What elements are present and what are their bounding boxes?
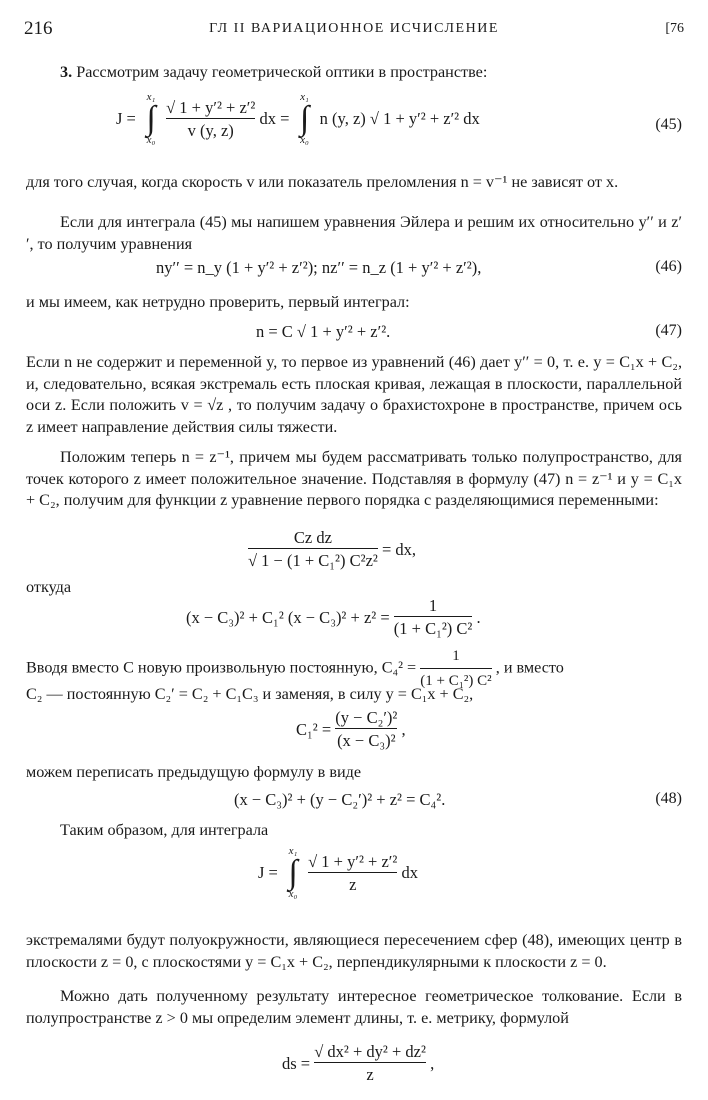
- equation-sphere-prelim: [26, 596, 682, 644]
- eq-b-fraction: [394, 596, 473, 639]
- equation-45: [26, 92, 682, 162]
- eq45-denominator: v (y, z): [166, 118, 255, 141]
- eq48-body: (x − C₃)² + (y − C₂′)² + z² = C₄².: [234, 790, 446, 809]
- paragraph-12: экстремалями будут полуокружности, являющиеся пересечением сфер (48), имеющих центр в плоскости z = 0, с плоскостями y = C₁x + C₂, перпендикулярными к плоскости z = 0.: [26, 931, 682, 971]
- section-number: [76: [665, 21, 684, 36]
- eq-d-denominator: z: [308, 872, 397, 895]
- eq47-body: n = C √ 1 + y′² + z′².: [256, 322, 391, 341]
- paragraph-13: Можно дать полученному результату интересное геометрическое толкование. Если в полупространстве z > 0 мы определим элемент длины, т. е. метрику, формулой: [26, 987, 682, 1027]
- equation-separable: [26, 528, 682, 576]
- paragraph-10: можем переписать предыдущую формулу в виде: [26, 763, 362, 781]
- eq-d-end: dx: [401, 863, 418, 882]
- eq-d-fraction: [308, 852, 397, 895]
- eq-c-denominator: (x − C₃)²: [335, 728, 397, 751]
- eq45-mid: dx =: [259, 109, 290, 128]
- equation-integral-z: [26, 846, 682, 922]
- eq-d-lhs: J =: [258, 863, 278, 882]
- paragraph-11: Таким образом, для интеграла: [60, 821, 269, 839]
- eq-a-denominator: √ 1 − (1 + C₁²) C²z²: [248, 548, 378, 571]
- equation-metric: [26, 1042, 682, 1090]
- eq45-lhs: J =: [116, 109, 136, 128]
- eq-e-numerator: √ dx² + dy² + dz²: [314, 1042, 426, 1061]
- eq-c-lhs: C₁² =: [296, 719, 332, 739]
- eq45-tag: (45): [655, 116, 682, 133]
- intro-text: Рассмотрим задачу геометрической оптики в пространстве:: [76, 63, 488, 81]
- paragraph-5: Если n не содержит и переменной y, то первое из уравнений (46) дает y′′ = 0, т. е. y = C₁x + C₂, и, следовательно, всякая экстремаль есть плоская кривая, лежащая в плоскости, параллельной оси z. Если положить v = √z , то получим задачу о брахистохроне в пространстве, причем ось z имеет направление действия силы тяжести.: [26, 353, 682, 436]
- integral-sign: x₁ ∫ x₀: [146, 91, 156, 146]
- page-number: 216: [24, 18, 53, 39]
- paragraph-3: Если для интеграла (45) мы напишем уравнения Эйлера и решим их относительно y′′ и z′′, то получим уравнения: [26, 213, 682, 253]
- eq-c-end: ,: [401, 719, 406, 739]
- eq-e-fraction: [314, 1042, 426, 1085]
- eq-a-numerator: Cz dz: [293, 528, 332, 547]
- eq-e-end: ,: [430, 1053, 435, 1073]
- eq-e-lhs: ds =: [282, 1053, 311, 1073]
- eq-a-fraction: [248, 528, 378, 571]
- eq48-tag: (48): [655, 790, 682, 807]
- paragraph-6: Положим теперь n = z⁻¹, причем мы будем рассматривать только полупространство, для точек которого z имеет положительное значение. Подставляя в формулу (47) n = z⁻¹ и y = C₁x + C₂, получим для функции z уравнение первого порядка с разделяющимися переменными:: [26, 448, 682, 509]
- eq46-body: ny′′ = n_y (1 + y′² + z′²); nz′′ = n_z (1 + y′² + z′²),: [156, 258, 482, 277]
- eq-c-fraction: [335, 708, 397, 751]
- p8-denominator: (1 + C₁²) C²: [420, 668, 491, 693]
- eq45-numerator: √ 1 + y′² + z′²: [166, 97, 256, 117]
- eq-d-numerator: √ 1 + y′² + z′²: [308, 851, 398, 871]
- paragraph-4: и мы имеем, как нетрудно проверить, первый интеграл:: [26, 293, 410, 311]
- eq-b-numerator: 1: [428, 596, 438, 615]
- eq-b-end: .: [476, 607, 481, 627]
- running-head: ГЛ II ВАРИАЦИОННОЕ ИСЧИСЛЕНИЕ: [209, 21, 499, 36]
- p8-numerator: 1: [452, 648, 460, 664]
- paragraph-7: откуда: [26, 578, 72, 596]
- paragraph-9: C₂ — постоянную C₂′ = C₂ + C₁C₃ и заменяя, в силу y = C₁x + C₂,: [26, 685, 474, 703]
- paragraph-2: для того случая, когда скорость v или показатель преломления n = v⁻¹ не зависят от x.: [26, 173, 619, 191]
- eq46-tag: (46): [655, 258, 682, 275]
- integral-sign: x₁ ∫ x₀: [288, 845, 298, 900]
- equation-c1: [26, 708, 682, 756]
- item-number: 3.: [60, 63, 73, 81]
- eq-a-rhs: = dx,: [381, 539, 417, 559]
- p8-end: , и вместо: [495, 658, 564, 677]
- page-header: [24, 18, 684, 42]
- eq-e-denominator: z: [314, 1062, 426, 1085]
- eq-c-numerator: (y − C₂′)²: [335, 708, 398, 727]
- eq45-fraction: [166, 98, 255, 141]
- integral-sign: x₁ ∫ x₀: [299, 91, 310, 146]
- eq-b-denominator: (1 + C₁²) C²: [394, 616, 473, 639]
- eq45-rhs: n (y, z) √ 1 + y′² + z′² dx: [319, 109, 480, 128]
- eq-b-lhs: (x − C₃)² + C₁² (x − C₃)² + z² =: [186, 607, 390, 627]
- eq47-tag: (47): [655, 322, 682, 339]
- p8-start: Вводя вместо C новую произвольную постоянную, C₄² =: [26, 658, 417, 677]
- paragraph-intro: [26, 62, 682, 84]
